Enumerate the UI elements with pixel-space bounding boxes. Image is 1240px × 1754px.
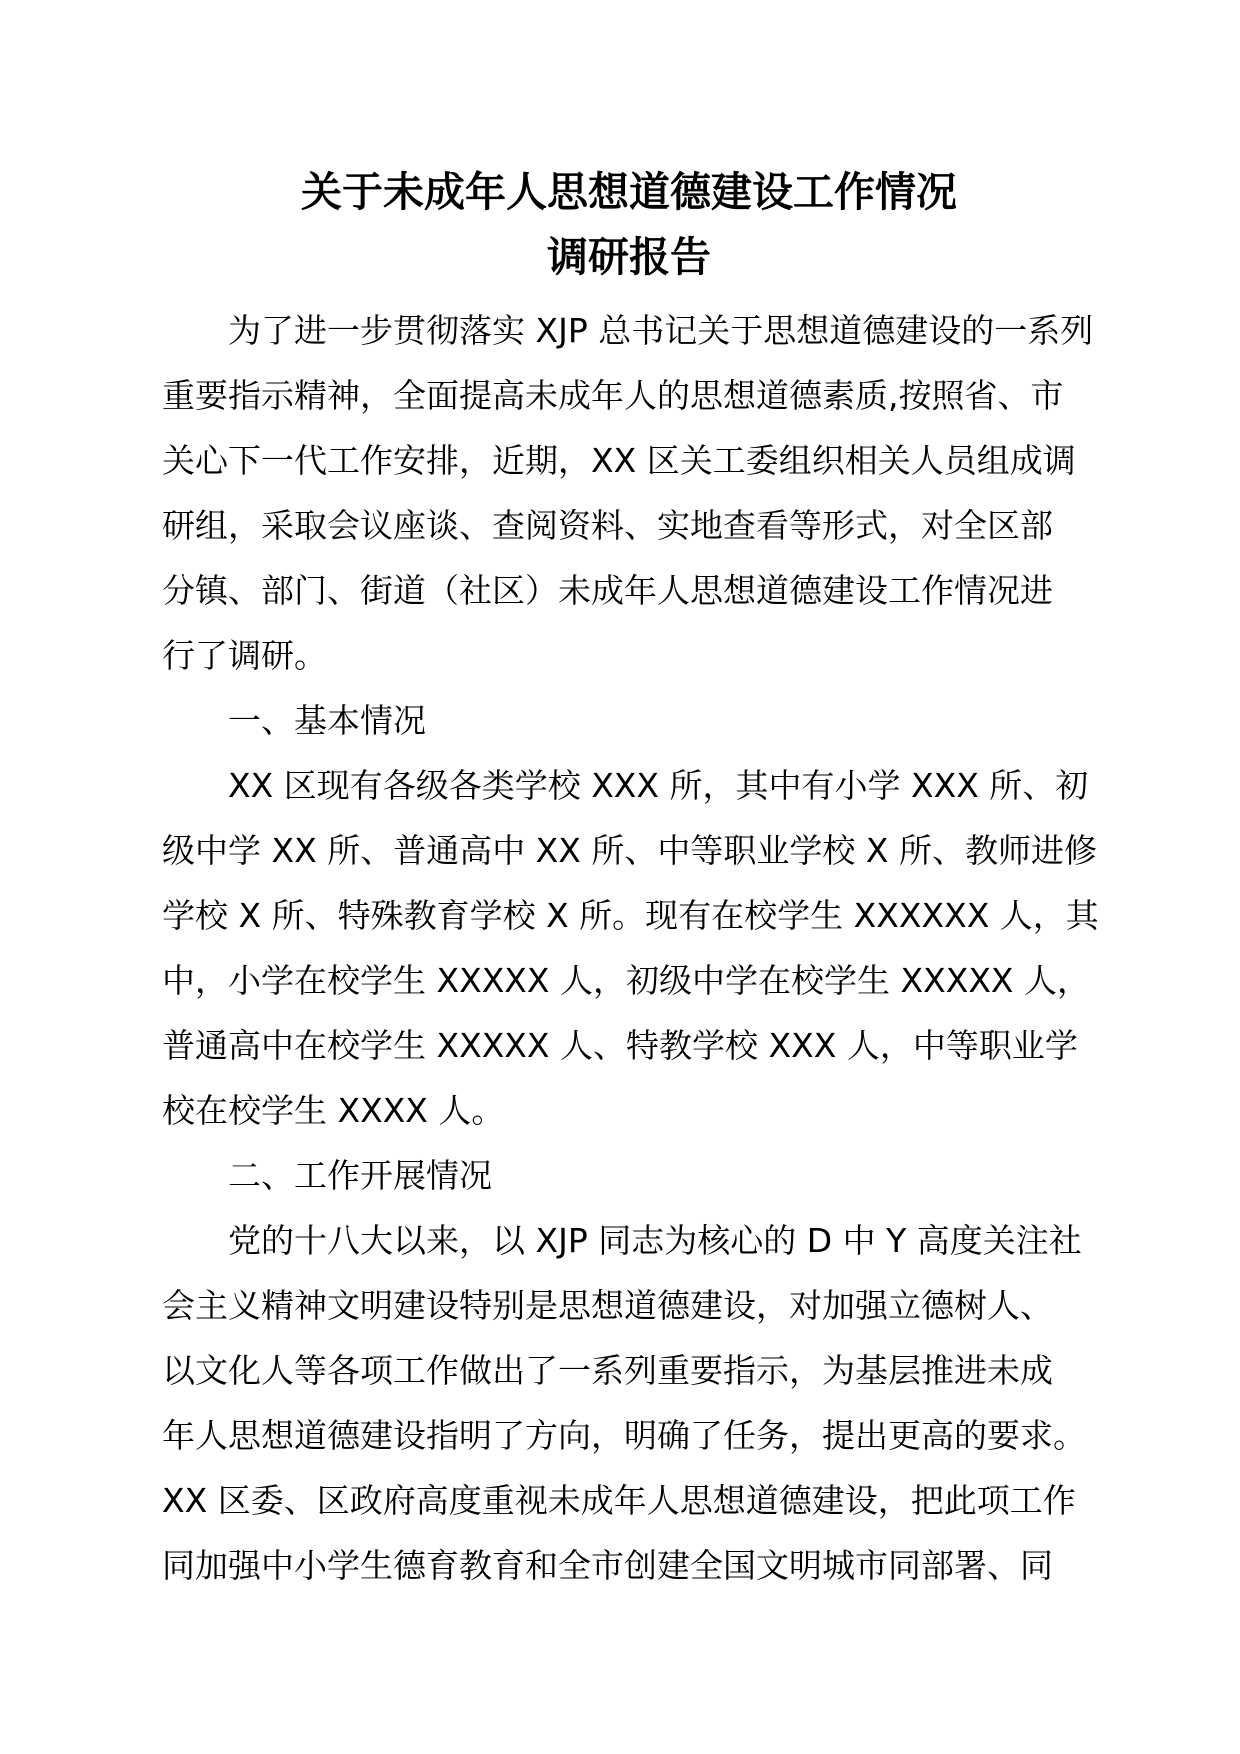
document-page	[162, 160, 1099, 1598]
text-line: 中，小学在校学生 XXXXX 人，初级中学在校学生 XXXXX 人，	[162, 961, 1091, 1000]
text-line: 为了进一步贯彻落实 XJP 总书记关于思想道德建设的一系列	[228, 311, 1094, 350]
text-line: 学校 X 所、特殊教育学校 X 所。现有在校学生 XXXXXX 人，其	[162, 896, 1099, 935]
text-line: 级中学 XX 所、普通高中 XX 所、中等职业学校 X 所、教师进修	[162, 831, 1097, 870]
text-line: 行了调研。	[162, 636, 327, 675]
document-body	[162, 298, 1099, 1598]
text-line: XX 区现有各级各类学校 XXX 所，其中有小学 XXX 所、初	[228, 766, 1089, 805]
title-line-1: 关于未成年人思想道德建设工作情况	[301, 168, 957, 216]
paragraph-basic	[162, 753, 1099, 1143]
text-line: XX 区委、区政府高度重视未成年人思想道德建设，把此项工作	[162, 1481, 1076, 1520]
paragraph-work	[162, 1208, 1092, 1598]
document-title	[162, 160, 1092, 290]
text-line: 党的十八大以来，以 XJP 同志为核心的 D 中 Y 高度关注社	[228, 1221, 1082, 1260]
text-line: 分镇、部门、街道（社区）未成年人思想道德建设工作情况进	[162, 571, 1053, 610]
paragraph-intro	[162, 298, 1092, 688]
text-line: 会主义精神文明建设特别是思想道德建设，对加强立德树人、	[162, 1286, 1053, 1325]
text-line: 关心下一代工作安排，近期，XX 区关工委组织相关人员组成调	[162, 441, 1076, 480]
section-heading-basic: 一、基本情况	[228, 701, 426, 740]
section-heading-work: 二、工作开展情况	[228, 1156, 492, 1195]
text-line: 校在校学生 XXXX 人。	[162, 1091, 505, 1130]
text-line: 同加强中小学生德育教育和全市创建全国文明城市同部署、同	[162, 1546, 1053, 1585]
title-line-2: 调研报告	[547, 233, 711, 281]
text-line: 普通高中在校学生 XXXXX 人、特教学校 XXX 人，中等职业学	[162, 1026, 1078, 1065]
text-line: 以文化人等各项工作做出了一系列重要指示，为基层推进未成	[162, 1351, 1053, 1390]
text-line: 研组，采取会议座谈、查阅资料、实地查看等形式，对全区部	[162, 506, 1053, 545]
text-line: 年人思想道德建设指明了方向，明确了任务，提出更高的要求。	[162, 1416, 1086, 1455]
text-line: 重要指示精神，全面提高未成年人的思想道德素质,按照省、市	[162, 376, 1064, 415]
